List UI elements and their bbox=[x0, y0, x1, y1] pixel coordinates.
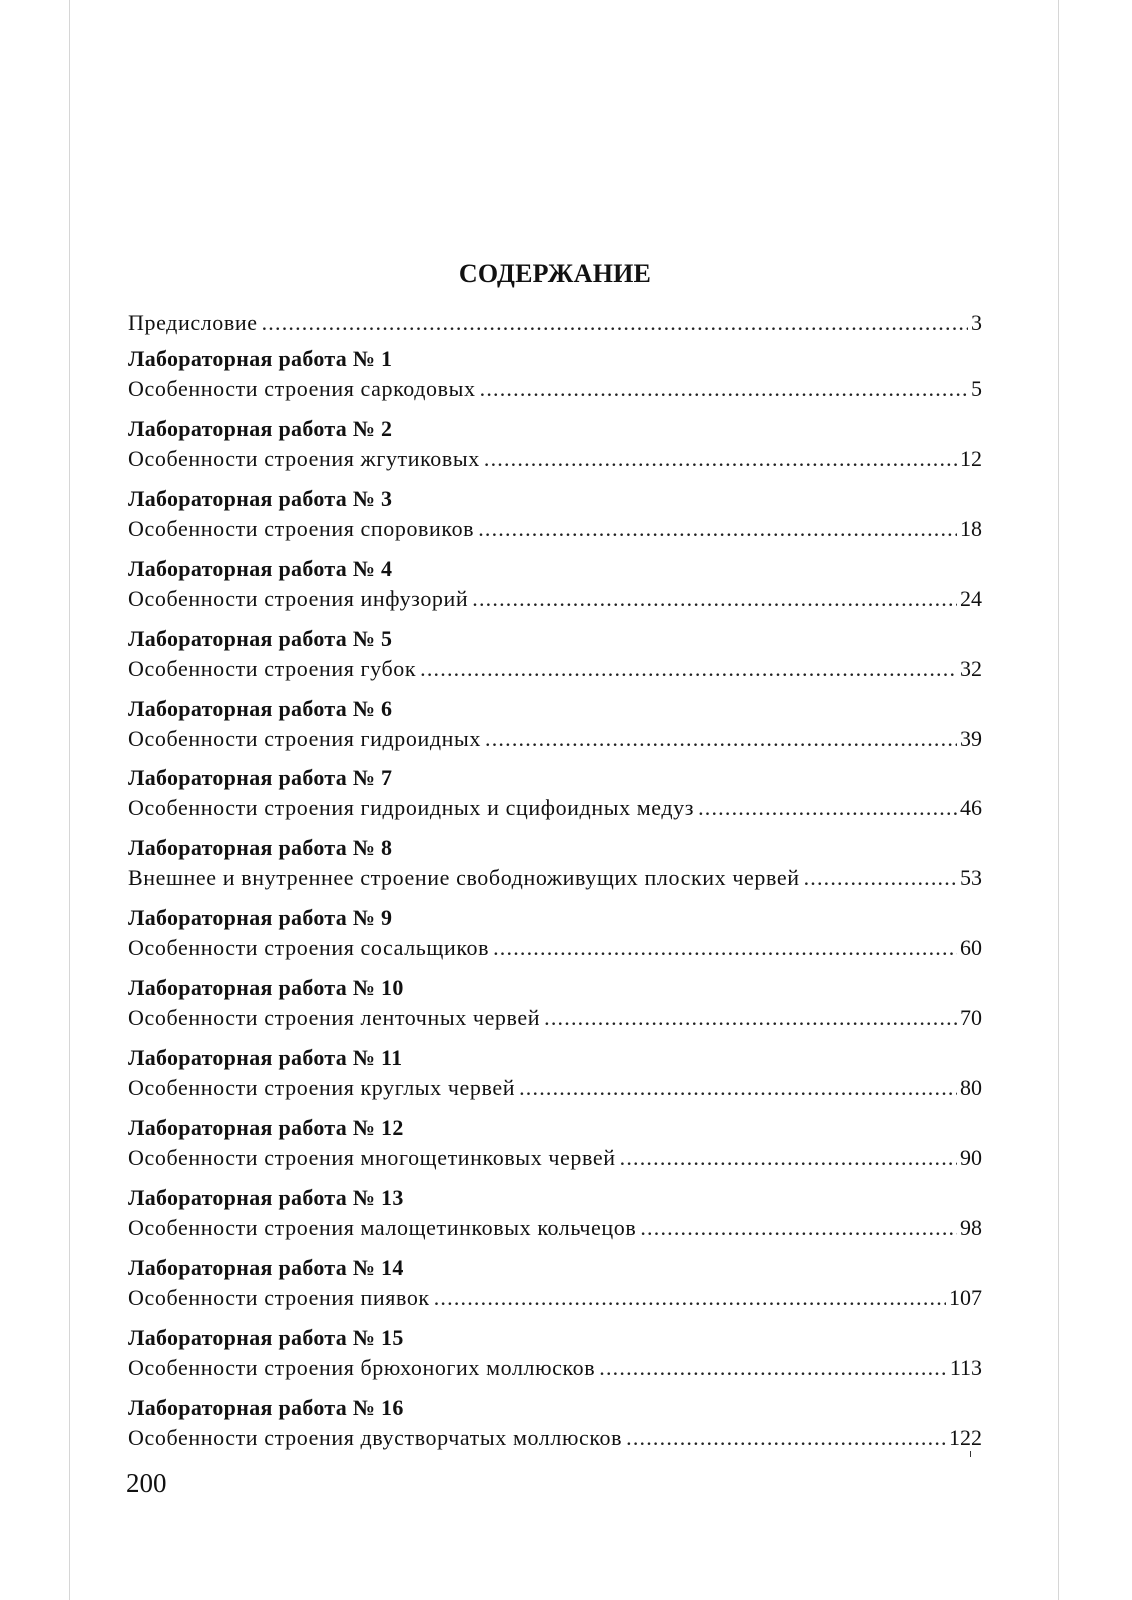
toc-page-number: 53 bbox=[960, 865, 982, 891]
toc-entry-text: Особенности строения жгутиковых bbox=[128, 445, 480, 471]
toc-entry[interactable] bbox=[128, 864, 982, 892]
toc-section-heading: Лабораторная работа № 4 bbox=[128, 555, 393, 581]
toc-page-number: 12 bbox=[960, 445, 982, 471]
toc-section-heading: Лабораторная работа № 7 bbox=[128, 765, 393, 791]
toc-entry[interactable] bbox=[128, 725, 982, 753]
toc-page-number: 80 bbox=[960, 1075, 982, 1100]
toc-entry-text: Особенности строения пиявок bbox=[128, 1284, 430, 1310]
dot-leader bbox=[480, 375, 968, 403]
toc-entry[interactable] bbox=[128, 1004, 982, 1032]
dot-leader bbox=[599, 1354, 947, 1382]
toc-entry[interactable] bbox=[128, 1074, 982, 1102]
toc-entry[interactable] bbox=[128, 794, 982, 822]
dot-leader bbox=[420, 655, 957, 683]
toc-section-heading: Лабораторная работа № 11 bbox=[128, 1045, 403, 1070]
toc-section-heading: Лабораторная работа № 1 bbox=[128, 346, 393, 371]
toc-section-heading: Лабораторная работа № 6 bbox=[128, 695, 393, 721]
toc-page-number: 3 bbox=[971, 310, 982, 335]
dot-leader bbox=[626, 1424, 946, 1452]
toc-page-number: 107 bbox=[949, 1284, 982, 1310]
toc-entry[interactable] bbox=[128, 1424, 982, 1452]
toc-page-number: 5 bbox=[971, 376, 982, 401]
toc-entry-text: Особенности строения ленточных червей bbox=[128, 1005, 541, 1031]
page-edge-right bbox=[1058, 0, 1059, 1600]
toc-entry[interactable] bbox=[128, 1354, 982, 1382]
toc-page-number: 39 bbox=[960, 725, 982, 751]
dot-leader bbox=[493, 934, 957, 962]
toc-section-heading: Лабораторная работа № 2 bbox=[128, 415, 393, 441]
toc-preface[interactable] bbox=[128, 309, 982, 337]
toc-entry-text: Особенности строения гидроидных и сцифоидных медуз bbox=[128, 795, 695, 821]
toc-section-heading: Лабораторная работа № 13 bbox=[128, 1184, 404, 1210]
page-number: 200 bbox=[126, 1468, 167, 1498]
toc-page-number: 18 bbox=[960, 515, 982, 541]
toc-section-heading: Лабораторная работа № 9 bbox=[128, 905, 393, 931]
dot-leader bbox=[698, 794, 957, 822]
dot-leader bbox=[485, 725, 957, 753]
toc-page-number: 70 bbox=[960, 1005, 982, 1031]
toc-entry-text: Особенности строения брюхоногих моллюсков bbox=[128, 1354, 596, 1380]
toc-entry-text: Особенности строения споровиков bbox=[128, 515, 475, 541]
dot-leader bbox=[472, 585, 957, 613]
toc-section-heading: Лабораторная работа № 16 bbox=[128, 1394, 404, 1420]
toc-section-heading: Лабораторная работа № 14 bbox=[128, 1254, 404, 1280]
dot-leader bbox=[434, 1284, 946, 1312]
dot-leader bbox=[484, 445, 957, 473]
toc-title: СОДЕРЖАНИЕ bbox=[458, 259, 652, 288]
dot-leader bbox=[804, 864, 957, 892]
toc-section-heading: Лабораторная работа № 3 bbox=[128, 485, 393, 511]
toc-entry-text: Особенности строения гидроидных bbox=[128, 725, 482, 751]
dot-leader bbox=[262, 309, 968, 337]
toc-page-number: 122 bbox=[949, 1424, 982, 1450]
print-mark bbox=[970, 1451, 971, 1457]
toc-entry-text: Особенности строения губок bbox=[128, 655, 417, 681]
toc-entry-text: Особенности строения многощетинковых червей bbox=[128, 1144, 616, 1170]
toc-entry-text: Особенности строения сосальщиков bbox=[128, 935, 490, 961]
toc-entry-text: Особенности строения круглых червей bbox=[128, 1075, 516, 1100]
toc-entry-text: Предисловие bbox=[128, 310, 258, 335]
toc-entry[interactable] bbox=[128, 934, 982, 962]
toc-page-number: 24 bbox=[960, 585, 982, 611]
toc-entry-text: Особенности строения двустворчатых моллюсков bbox=[128, 1424, 623, 1450]
toc-page-number: 46 bbox=[960, 795, 982, 821]
toc-page-number: 60 bbox=[960, 935, 982, 961]
toc-entry-text: Особенности строения инфузорий bbox=[128, 585, 469, 611]
toc-section-heading: Лабораторная работа № 12 bbox=[128, 1114, 404, 1140]
toc-page-number: 90 bbox=[960, 1144, 982, 1170]
toc-entry[interactable] bbox=[128, 445, 982, 473]
dot-leader bbox=[544, 1004, 957, 1032]
toc-page-number: 32 bbox=[960, 655, 982, 681]
toc-entry-text: Внешнее и внутреннее строение свободноживущих плоских червей bbox=[128, 865, 800, 891]
toc-entry[interactable] bbox=[128, 655, 982, 683]
toc-entry-text: Особенности строения малощетинковых кольчецов bbox=[128, 1214, 637, 1240]
toc-section-heading: Лабораторная работа № 8 bbox=[128, 835, 393, 861]
toc-page-number: 113 bbox=[949, 1354, 982, 1380]
toc-page-number: 98 bbox=[960, 1214, 982, 1240]
dot-leader bbox=[519, 1074, 957, 1102]
dot-leader bbox=[478, 515, 957, 543]
toc-entry[interactable] bbox=[128, 1284, 982, 1312]
dot-leader bbox=[620, 1144, 957, 1172]
toc-entry-text: Особенности строения саркодовых bbox=[128, 376, 476, 401]
toc-entry[interactable] bbox=[128, 375, 982, 403]
toc-section-heading: Лабораторная работа № 15 bbox=[128, 1324, 404, 1350]
page-edge-left bbox=[69, 0, 70, 1600]
toc-section-heading: Лабораторная работа № 5 bbox=[128, 625, 393, 651]
dot-leader bbox=[640, 1214, 957, 1242]
toc-entry[interactable] bbox=[128, 1144, 982, 1172]
toc-entry[interactable] bbox=[128, 585, 982, 613]
toc-entry[interactable] bbox=[128, 1214, 982, 1242]
toc-section-heading: Лабораторная работа № 10 bbox=[128, 975, 404, 1001]
toc-entry[interactable] bbox=[128, 515, 982, 543]
